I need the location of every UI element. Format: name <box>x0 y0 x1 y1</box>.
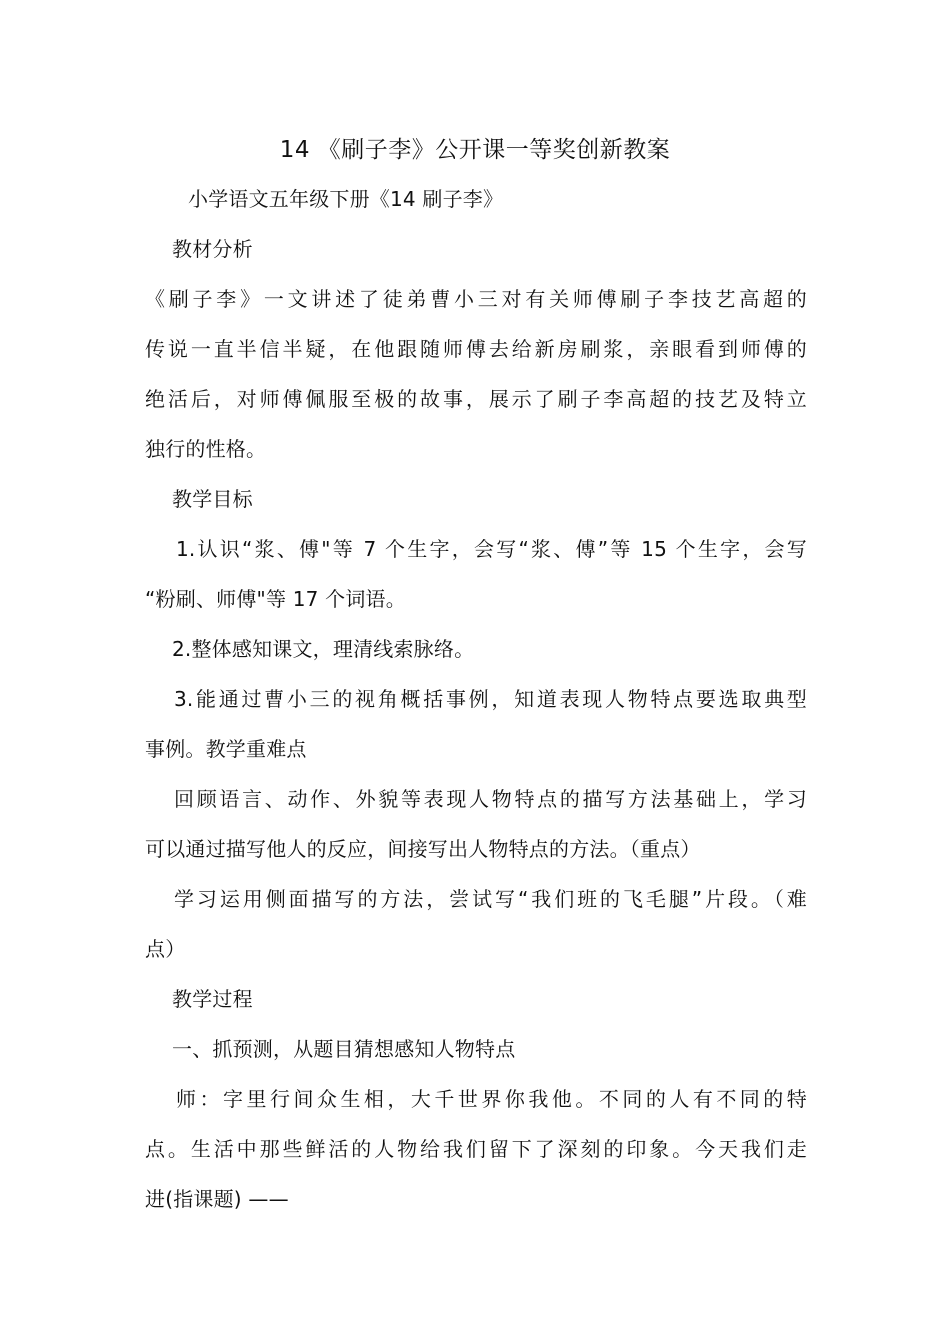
paragraph-line: 点。生活中那些鲜活的人物给我们留下了深刻的印象。今天我们走 <box>145 1137 807 1161</box>
document-title: 14 《刷子李》公开课一等奖创新教案 <box>279 137 671 163</box>
difficulty-line: 点） <box>145 937 186 961</box>
section-heading-teaching-goals: 教学目标 <box>172 487 253 511</box>
paragraph-line: 传说一直半信半疑，在他跟随师傅去给新房刷浆，亲眼看到师傅的 <box>145 337 807 361</box>
key-point-line: 回顾语言、动作、外貌等表现人物特点的描写方法基础上，学习 <box>174 787 807 811</box>
section-heading-material-analysis: 教材分析 <box>172 237 253 261</box>
subtitle-line: 小学语文五年级下册《14 刷子李》 <box>188 187 504 211</box>
process-step-heading: 一、抓预测，从题目猜想感知人物特点 <box>172 1037 516 1061</box>
goal-item-line: 1.认识“浆、傅"等 7 个生字，会写“浆、傅”等 15 个生字，会写 <box>176 537 807 561</box>
paragraph-line: 进(指课题) —— <box>145 1187 289 1211</box>
goal-item-line: 事例。教学重难点 <box>145 737 307 761</box>
goal-item-line: “粉刷、师傅"等 17 个词语。 <box>145 587 406 611</box>
goal-item-line: 3.能通过曹小三的视角概括事例，知道表现人物特点要选取典型 <box>174 687 807 711</box>
paragraph-line: 师：字里行间众生相，大千世界你我他。不同的人有不同的特 <box>176 1087 807 1111</box>
goal-item-line: 2.整体感知课文，理清线索脉络。 <box>172 637 475 661</box>
paragraph-line: 绝活后，对师傅佩服至极的故事，展示了刷子李高超的技艺及特立 <box>145 387 807 411</box>
difficulty-line: 学习运用侧面描写的方法，尝试写“我们班的飞毛腿”片段。（难 <box>174 887 807 911</box>
section-heading-teaching-process: 教学过程 <box>172 987 253 1011</box>
paragraph-line: 《刷子李》一文讲述了徒弟曹小三对有关师傅刷子李技艺高超的 <box>145 287 807 311</box>
paragraph-line: 独行的性格。 <box>145 437 267 461</box>
key-point-line: 可以通过描写他人的反应，间接写出人物特点的方法。（重点） <box>145 837 701 861</box>
